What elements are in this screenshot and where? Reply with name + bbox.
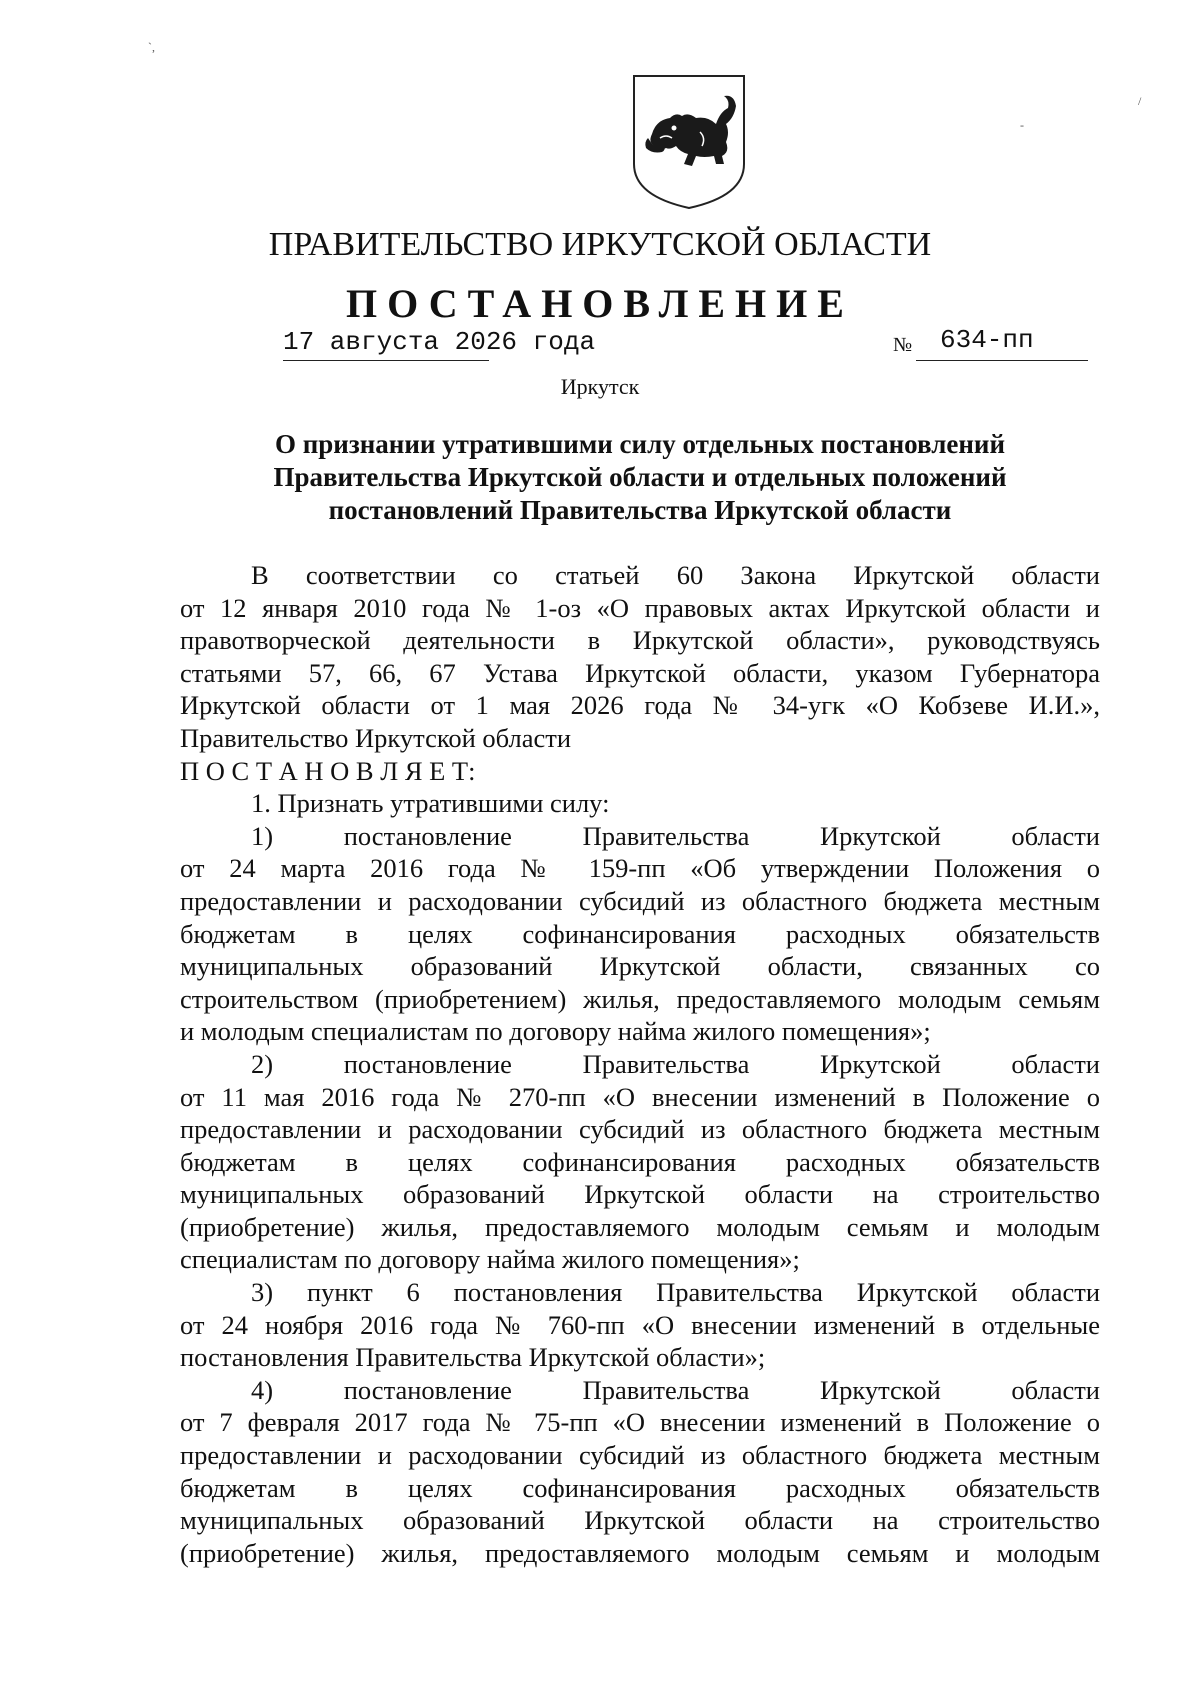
coat-of-arms-emblem: [630, 72, 748, 212]
body-line: Правительство Иркутской области: [180, 722, 572, 753]
body-line: 3) пункт 6 постановления Правительства Иркутской области: [251, 1277, 1100, 1308]
body-line: от 12 января 2010 года № 1-оз «О правовых актах Иркутской области и: [180, 592, 1100, 623]
body-line: предоставлении и расходовании субсидий из областного бюджета местным: [180, 885, 1100, 916]
resolves-line: П О С Т А Н О В Л Я Е Т:: [180, 755, 476, 786]
document-title: [180, 428, 1100, 527]
number-sign: №: [893, 334, 913, 356]
title-line: постановлений Правительства Иркутской области: [328, 495, 952, 525]
body-line: предоставлении и расходовании субсидий из областного бюджета местным: [180, 1440, 1100, 1471]
body-line: муниципальных образований Иркутской области на строительство: [180, 1505, 1100, 1536]
body-line: 2) постановление Правительства Иркутской области: [251, 1048, 1100, 1079]
title-line: Правительства Иркутской области и отдельных положений: [273, 462, 1007, 492]
government-name: ПРАВИТЕЛЬСТВО ИРКУТСКОЙ ОБЛАСТИ: [268, 226, 932, 263]
body-line: от 24 марта 2016 года № 159-пп «Об утверждении Положения о: [180, 853, 1100, 884]
scan-mark: `,: [148, 40, 155, 54]
body-line: муниципальных образований Иркутской области, связанных со: [180, 951, 1100, 982]
body-line: Иркутской области от 1 мая 2026 года № 34-угк «О Кобзеве И.И.»,: [180, 690, 1100, 721]
document-body: [180, 559, 1100, 1569]
document-type: ПОСТАНОВЛЕНИЕ: [346, 281, 854, 326]
city-name: Иркутск: [560, 374, 640, 399]
body-line: В соответствии со статьей 60 Закона Иркутской области: [251, 560, 1100, 590]
document-date: 17 августа 2026 года: [283, 327, 596, 357]
number-underline: [916, 360, 1088, 361]
body-line: правотворческой деятельности в Иркутской области», руководствуясь: [180, 625, 1100, 656]
document-number: 634-пп: [940, 325, 1034, 355]
body-line: (приобретение) жилья, предоставляемого молодым семьям и молодым: [180, 1537, 1100, 1568]
body-line: предоставлении и расходовании субсидий из областного бюджета местным: [180, 1114, 1100, 1145]
body-line: от 11 мая 2016 года № 270-пп «О внесении изменений в Положение о: [180, 1081, 1100, 1112]
body-line: от 7 февраля 2017 года № 75-пп «О внесении изменений в Положение о: [180, 1407, 1100, 1438]
clause-heading: 1. Признать утратившими силу:: [251, 788, 610, 819]
scan-mark: /: [1138, 94, 1142, 108]
body-line: от 24 ноября 2016 года № 760-пп «О внесении изменений в отдельные: [180, 1309, 1100, 1340]
title-line: О признании утратившими силу отдельных постановлений: [274, 429, 1006, 459]
body-line: бюджетам в целях софинансирования расходных обязательств: [180, 918, 1100, 949]
body-line: строительством (приобретением) жилья, предоставляемого молодым семьям: [180, 983, 1100, 1014]
body-line: 4) постановление Правительства Иркутской области: [251, 1374, 1100, 1405]
body-line: и молодым специалистам по договору найма жилого помещения»;: [180, 1016, 931, 1047]
scan-mark: -: [1020, 118, 1024, 132]
body-line: специалистам по договору найма жилого помещения»;: [180, 1244, 800, 1275]
body-line: муниципальных образований Иркутской области на строительство: [180, 1179, 1100, 1210]
body-line: постановления Правительства Иркутской области»;: [180, 1342, 766, 1373]
body-line: статьями 57, 66, 67 Устава Иркутской области, указом Губернатора: [180, 657, 1100, 688]
body-line: бюджетам в целях софинансирования расходных обязательств: [180, 1472, 1100, 1503]
body-line: 1) постановление Правительства Иркутской области: [251, 820, 1100, 851]
body-line: бюджетам в целях софинансирования расходных обязательств: [180, 1146, 1100, 1177]
date-underline: [283, 360, 489, 361]
body-line: (приобретение) жилья, предоставляемого молодым семьям и молодым: [180, 1211, 1100, 1242]
